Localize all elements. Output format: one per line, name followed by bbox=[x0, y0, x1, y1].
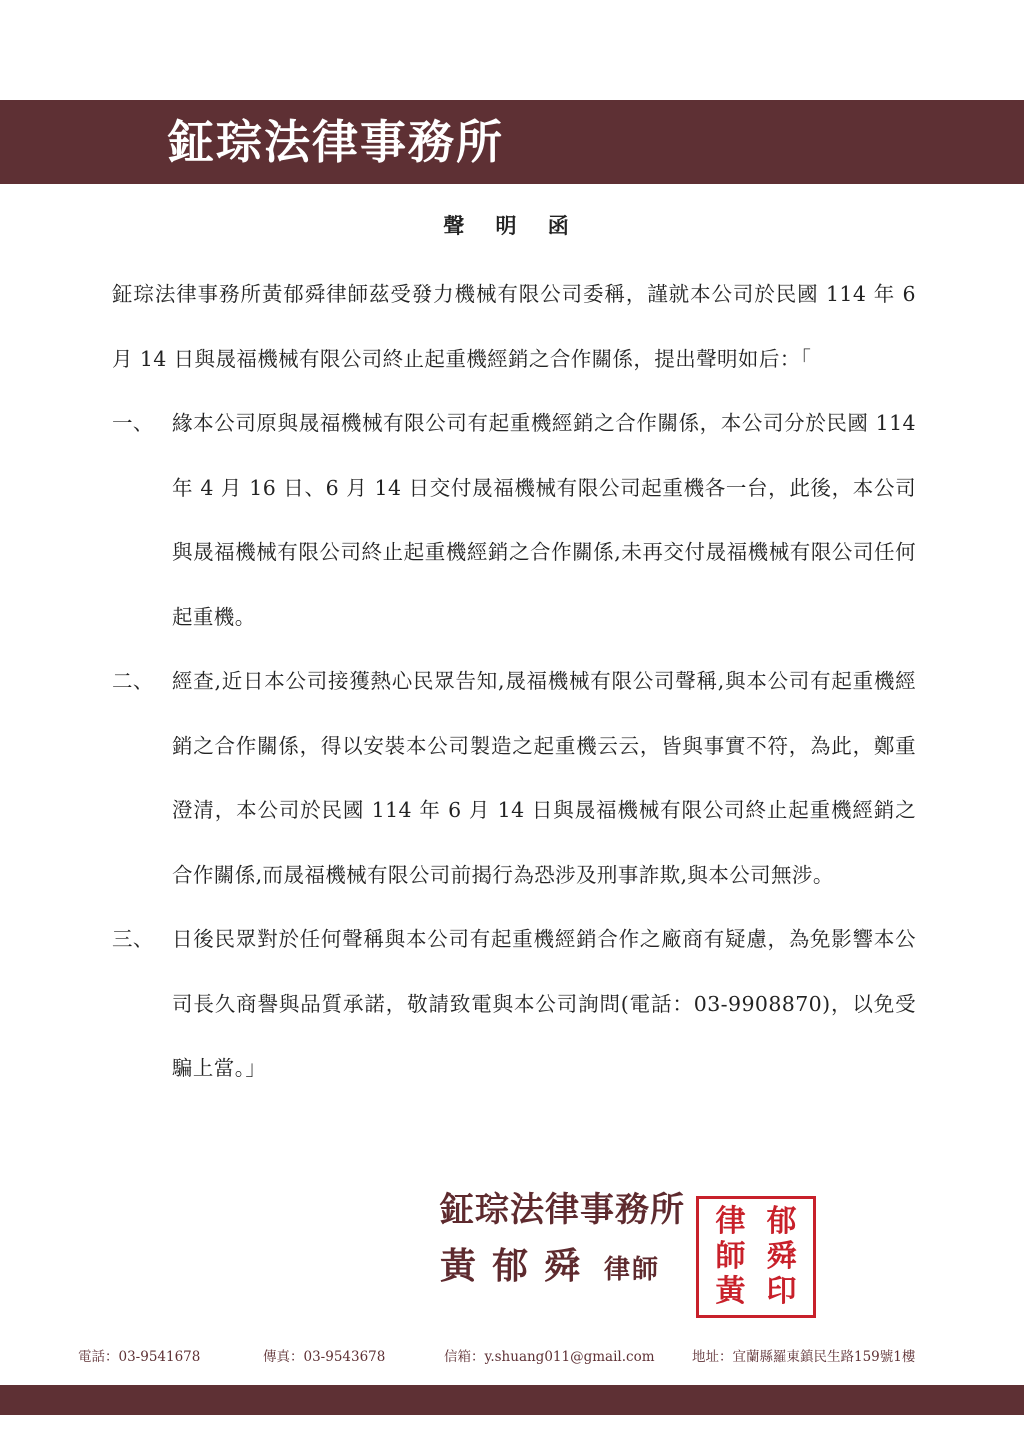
firm-letterhead-title: 鉦琮法律事務所 bbox=[168, 115, 504, 169]
document-body bbox=[112, 262, 916, 1101]
seal-char: 律 bbox=[715, 1204, 746, 1240]
list-item-text: 日後民眾對於任何聲稱與本公司有起重機經銷合作之廠商有疑慮，為免影響本公司長久商譽與品質承諾，敬請致電與本公司詢問(電話：03-9908870)，以免受騙上當。」 bbox=[172, 927, 916, 1080]
list-item-text: 緣本公司原與晟福機械有限公司有起重機經銷之合作關係，本公司分於民國 114 年 4 月 16 日、6 月 14 日交付晟福機械有限公司起重機各一台，此後，本公司與晟福機械有限公司終止起重機經銷之合作關係,未再交付晟福機械有限公司任何起重機。 bbox=[172, 411, 916, 629]
list-item-number: 三、 bbox=[112, 927, 154, 951]
list-item bbox=[112, 649, 916, 907]
signature-lawyer bbox=[440, 1244, 685, 1295]
footer-phone: 電話：03-9541678 bbox=[78, 1349, 201, 1365]
footer-fax: 傳真：03-9543678 bbox=[263, 1349, 386, 1365]
signature-lawyer-name: 黃郁舜 bbox=[440, 1245, 597, 1287]
footer-email: 信箱：y.shuang011@gmail.com bbox=[444, 1349, 655, 1365]
list-item-number: 二、 bbox=[112, 669, 154, 693]
signature-lawyer-title: 律師 bbox=[604, 1255, 661, 1285]
footer-address: 地址：宜蘭縣羅東鎮民生路159號1樓 bbox=[692, 1349, 916, 1365]
list-item bbox=[112, 907, 916, 1101]
seal-char: 郁 bbox=[766, 1204, 797, 1240]
header-band bbox=[0, 100, 1024, 184]
list-item-text: 經查,近日本公司接獲熱心民眾告知,晟福機械有限公司聲稱,與本公司有起重機經銷之合作關係，得以安裝本公司製造之起重機云云，皆與事實不符，為此，鄭重澄清，本公司於民國 114 年 6 月 14 日與晟福機械有限公司終止起重機經銷之合作關係,而晟福機械有限公司前揭行為恐涉及刑事詐欺,與本公司無涉。 bbox=[172, 669, 916, 887]
intro-paragraph: 鉦琮法律事務所黃郁舜律師茲受發力機械有限公司委稱，謹就本公司於民國 114 年 6 月 14 日與晟福機械有限公司終止起重機經銷之合作關係，提出聲明如后：「 bbox=[112, 282, 916, 371]
signature-firm-name: 鉦琮法律事務所 bbox=[440, 1190, 685, 1230]
seal-char: 師 bbox=[715, 1238, 746, 1274]
lawyer-seal-stamp bbox=[696, 1196, 816, 1318]
footer-band bbox=[0, 1385, 1024, 1415]
seal-char: 印 bbox=[766, 1273, 797, 1309]
seal-char: 舜 bbox=[766, 1238, 797, 1274]
signature-block bbox=[440, 1188, 685, 1295]
list-item-number: 一、 bbox=[112, 411, 154, 435]
seal-char: 黃 bbox=[715, 1273, 746, 1309]
document-title: 聲 明 函 bbox=[443, 213, 581, 238]
list-item bbox=[112, 391, 916, 649]
